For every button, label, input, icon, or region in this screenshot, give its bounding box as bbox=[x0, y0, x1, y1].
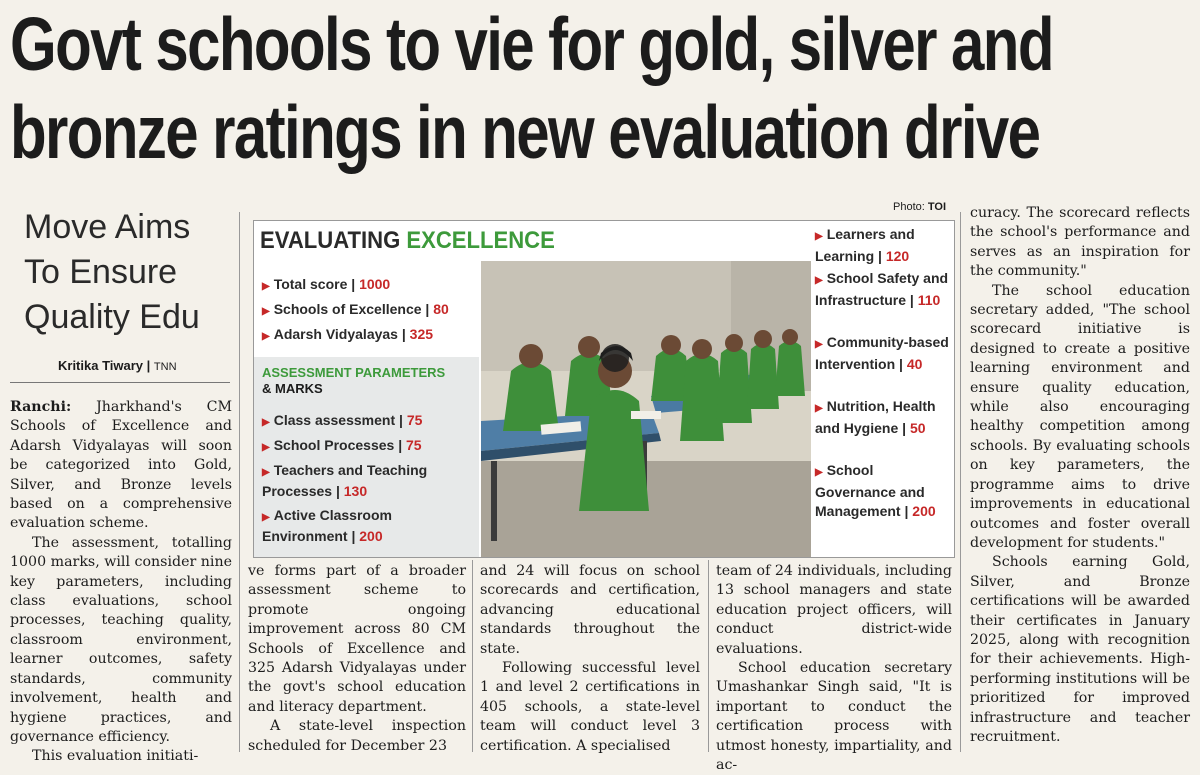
column-divider bbox=[708, 560, 709, 752]
photo-credit-label: Photo: bbox=[893, 201, 925, 213]
classroom-photo bbox=[481, 261, 811, 557]
article-column-2 bbox=[248, 562, 466, 756]
paragraph: Schools earning Gold, Silver, and Bronze certifications will be awarded their certificates in January 2025, along with recognition for their achievements. High-performing institutions will be prioritized for improved infrastructure and teacher recruitment. bbox=[970, 554, 1190, 745]
param-school-governance: ▶ School Governance and Management | 200 bbox=[815, 462, 936, 519]
param-class-assessment: ▶ Class assessment | 75 bbox=[262, 412, 423, 428]
byline-rule bbox=[10, 382, 230, 383]
byline: Kritika Tiwary | TNN bbox=[58, 358, 177, 373]
arrow-icon: ▶ bbox=[262, 512, 270, 523]
stat-schools-of-excellence: ▶ Schools of Excellence | 80 bbox=[262, 301, 449, 317]
parameters-heading-dark: & MARKS bbox=[262, 381, 323, 396]
paragraph: A state-level inspection scheduled for December 23 bbox=[248, 718, 466, 754]
parameters-heading bbox=[262, 365, 445, 397]
headline-line-1: Govt schools to vie for gold, silver and bbox=[10, 2, 1053, 86]
paragraph: curacy. The scorecard reflects the school's performance and serves as an inspiration for the community." bbox=[970, 205, 1190, 280]
paragraph: The assessment, totalling 1000 marks, will consider nine key parameters, including class evaluations, school processes, teaching quality, classroom environment, learner outcomes, safety standards, community involvement, health and hygiene practices, and governance efficiency. bbox=[10, 534, 232, 745]
article-column-5 bbox=[970, 204, 1190, 747]
paragraph: ve forms part of a broader assessment scheme to promote ongoing improvement across 80 CM Schools of Excellence and 325 Adarsh Vidyalayas under the govt's school education and literacy department. bbox=[248, 563, 466, 715]
headline-line-2: bronze ratings in new evaluation drive bbox=[10, 90, 1040, 174]
kicker-line-2: To Ensure bbox=[24, 253, 178, 291]
param-nutrition-health: ▶ Nutrition, Health and Hygiene | 50 bbox=[815, 398, 936, 436]
arrow-icon: ▶ bbox=[815, 467, 823, 478]
arrow-icon: ▶ bbox=[815, 339, 823, 350]
kicker-line-3: Quality Edu bbox=[24, 298, 200, 336]
arrow-icon: ▶ bbox=[262, 331, 270, 342]
arrow-icon: ▶ bbox=[815, 231, 823, 242]
article-column-4 bbox=[716, 562, 952, 775]
title-part-2: EXCELLENCE bbox=[406, 227, 555, 254]
infographic-left-panel bbox=[254, 221, 555, 557]
arrow-icon: ▶ bbox=[815, 275, 823, 286]
param-school-safety: ▶ School Safety and Infrastructure | 110 bbox=[815, 270, 949, 308]
column-divider bbox=[239, 212, 240, 752]
kicker-line-1: Move Aims bbox=[24, 208, 191, 246]
paragraph: School education secretary Umashankar Singh said, "It is important to conduct the certification process with utmost honesty, impartiality, and ac- bbox=[716, 660, 952, 774]
photo-credit bbox=[893, 201, 946, 213]
arrow-icon: ▶ bbox=[815, 403, 823, 414]
parameters-heading-green: ASSESSMENT PARAMETERS bbox=[262, 365, 446, 380]
param-active-classroom: ▶ Active Classroom Environment | 200 bbox=[262, 507, 392, 544]
arrow-icon: ▶ bbox=[262, 306, 270, 317]
dateline: Ranchi: bbox=[10, 399, 72, 415]
stat-adarsh-vidyalayas: ▶ Adarsh Vidyalayas | 325 bbox=[262, 326, 434, 342]
param-school-processes: ▶ School Processes | 75 bbox=[262, 437, 422, 453]
title-part-1: EVALUATING bbox=[260, 227, 407, 254]
arrow-icon: ▶ bbox=[262, 281, 270, 292]
article-column-3 bbox=[480, 562, 700, 756]
article-column-1 bbox=[10, 398, 232, 767]
column-divider bbox=[472, 560, 473, 752]
paragraph: team of 24 individuals, including 13 school managers and state education project officers, will conduct district-wide evaluations. bbox=[716, 563, 952, 657]
paragraph: This evaluation initiati- bbox=[32, 748, 199, 765]
column-divider bbox=[960, 212, 961, 752]
infographic-title bbox=[260, 227, 555, 255]
stat-total-score: ▶ Total score | 1000 bbox=[262, 276, 391, 292]
arrow-icon: ▶ bbox=[262, 467, 270, 478]
kicker-subheading bbox=[24, 205, 224, 340]
classroom-photo-illustration bbox=[481, 261, 811, 557]
param-learners-learning: ▶ Learners and Learning | 120 bbox=[815, 226, 915, 264]
paragraph: and 24 will focus on school scorecards and certification, advancing educational standards throughout the state. bbox=[480, 563, 700, 657]
paragraph: The school education secretary added, "The school scorecard initiative is designed to create a positive learning environment and ensure quality education, while also encouraging healthy competition among schools. By evaluating schools on key parameters, the programme aims to drive improvements in educational outcomes and foster overall development for students." bbox=[970, 282, 1190, 551]
photo-credit-source: TOI bbox=[927, 201, 947, 213]
byline-name: Kritika Tiwary bbox=[58, 358, 144, 373]
infographic-right-panel bbox=[811, 221, 954, 557]
param-community-intervention: ▶ Community-based Intervention | 40 bbox=[815, 334, 949, 372]
paragraph bbox=[10, 398, 232, 534]
arrow-icon: ▶ bbox=[262, 417, 270, 428]
byline-agency: TNN bbox=[153, 361, 177, 373]
paragraph-text: Jharkhand's CM Schools of Excellence and Adarsh Vidyalayas will soon be categorized into Gold, Silver, and Bronze levels based on a comprehensive evaluation scheme. bbox=[10, 399, 232, 532]
headline bbox=[10, 0, 1053, 176]
param-teachers-processes: ▶ Teachers and Teaching Processes | 130 bbox=[262, 462, 428, 499]
infographic bbox=[253, 220, 955, 558]
paragraph: Following successful level 1 and level 2 certifications in 405 schools, a state-level team will conduct level 3 certification. A specialised bbox=[480, 660, 700, 754]
arrow-icon: ▶ bbox=[262, 442, 270, 453]
